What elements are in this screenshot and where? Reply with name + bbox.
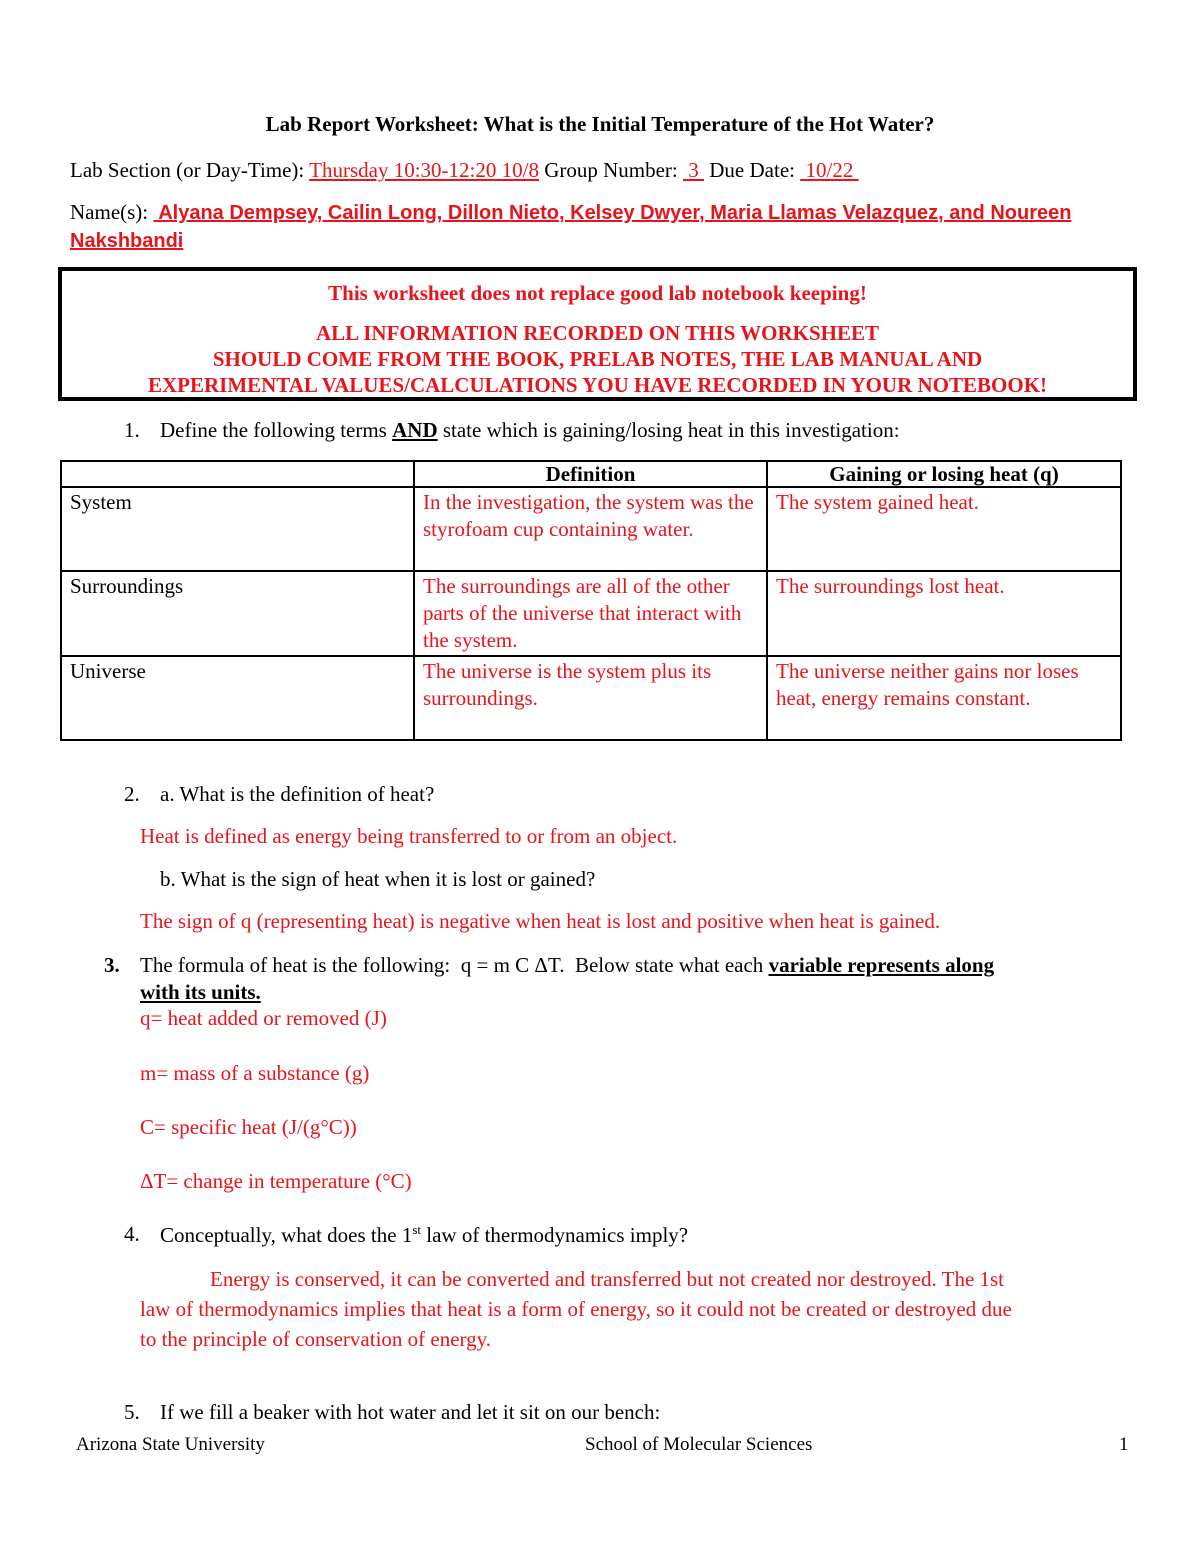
q2-number: 2.	[124, 782, 140, 806]
definitions-table	[60, 460, 1122, 741]
term-cell: Universe	[61, 656, 414, 740]
q2b-question: b. What is the sign of heat when it is lost or gained?	[160, 867, 596, 891]
group-number-value: 3	[683, 158, 705, 182]
q4-answer-line-3: to the principle of conservation of energy.	[140, 1327, 492, 1351]
q4-answer-line-2: law of thermodynamics implies that heat is a form of energy, so it could not be created or destroyed due	[140, 1297, 1012, 1321]
lab-section-value: Thursday 10:30-12:20 10/8	[309, 158, 539, 182]
group-number-label: Group Number:	[538, 158, 684, 182]
due-date-label: Due Date:	[704, 158, 801, 182]
q3-answer-m: m= mass of a substance (g)	[140, 1061, 370, 1085]
q3-answer-q: q= heat added or removed (J)	[140, 1006, 387, 1030]
q3-number: 3.	[104, 953, 120, 977]
term-cell: Surroundings	[61, 571, 414, 656]
q3-text: The formula of heat is the following: q = m C ΔT. Below state what each variable represents along	[140, 953, 995, 977]
notice-line-2: ALL INFORMATION RECORDED ON THIS WORKSHEET	[315, 321, 880, 345]
q5-number: 5.	[124, 1400, 140, 1424]
q4-answer-line-1: Energy is conserved, it can be converted and transferred but not created nor destroyed. The 1st	[210, 1267, 1005, 1291]
names-line	[70, 200, 1071, 225]
footer-university: Arizona State University	[76, 1434, 265, 1455]
notice-line-4: EXPERIMENTAL VALUES/CALCULATIONS YOU HAVE RECORDED IN YOUR NOTEBOOK!	[147, 373, 1048, 397]
table-row	[61, 487, 1121, 571]
table-header-cell: Gaining or losing heat (q)	[767, 461, 1121, 487]
worksheet-title: Lab Report Worksheet: What is the Initial Temperature of the Hot Water?	[265, 112, 935, 136]
notice-line-1: This worksheet does not replace good lab notebook keeping!	[328, 281, 867, 305]
footer-school: School of Molecular Sciences	[585, 1434, 813, 1455]
q1-number: 1.	[124, 418, 140, 442]
q4-text: Conceptually, what does the 1st law of thermodynamics imply?	[160, 1222, 689, 1247]
q2a-question: a. What is the definition of heat?	[160, 782, 435, 806]
table-header-cell: Definition	[414, 461, 767, 487]
q2b-answer: The sign of q (representing heat) is negative when heat is lost and positive when heat is gained.	[140, 909, 941, 933]
names-value: Alyana Dempsey, Cailin Long, Dillon Nieto, Kelsey Dwyer, Maria Llamas Velazquez, and Noureen	[153, 202, 1072, 224]
q3-answer-delta-t: ΔT= change in temperature (°C)	[140, 1169, 412, 1193]
heat-cell: The surroundings lost heat.	[767, 571, 1121, 656]
q3-answer-c: C= specific heat (J/(g°C))	[140, 1115, 357, 1139]
due-date-value: 10/22	[800, 158, 859, 182]
q5-text: If we fill a beaker with hot water and let it sit on our bench:	[160, 1400, 661, 1424]
table-row	[61, 571, 1121, 656]
table-header-row	[61, 461, 1121, 487]
names-value-continued: Nakshbandi	[70, 230, 184, 252]
names-label: Name(s):	[70, 200, 154, 224]
q1-text: Define the following terms AND state which is gaining/losing heat in this investigation:	[160, 418, 900, 442]
q3-emphasis: variable represents along	[768, 953, 995, 977]
q4-superscript: st	[412, 1222, 421, 1237]
q2a-answer: Heat is defined as energy being transferred to or from an object.	[140, 824, 678, 848]
table-header-cell	[61, 461, 414, 487]
q1-and-emphasis: AND	[392, 418, 438, 442]
heat-cell: The universe neither gains nor loses heat, energy remains constant.	[767, 656, 1121, 740]
term-cell: System	[61, 487, 414, 571]
q3-emphasis-continued: with its units.	[140, 980, 261, 1004]
definition-cell: The universe is the system plus its surroundings.	[414, 656, 767, 740]
definition-cell: The surroundings are all of the other parts of the universe that interact with the system.	[414, 571, 767, 656]
definition-cell: In the investigation, the system was the styrofoam cup containing water.	[414, 487, 767, 571]
notice-box	[58, 267, 1137, 401]
lab-info-line	[70, 158, 859, 183]
lab-section-label: Lab Section (or Day-Time):	[70, 158, 310, 182]
footer-page-number: 1	[1119, 1434, 1129, 1455]
notice-line-3: SHOULD COME FROM THE BOOK, PRELAB NOTES, THE LAB MANUAL AND	[212, 347, 983, 371]
q4-number: 4.	[124, 1222, 140, 1246]
heat-cell: The system gained heat.	[767, 487, 1121, 571]
table-row	[61, 656, 1121, 740]
